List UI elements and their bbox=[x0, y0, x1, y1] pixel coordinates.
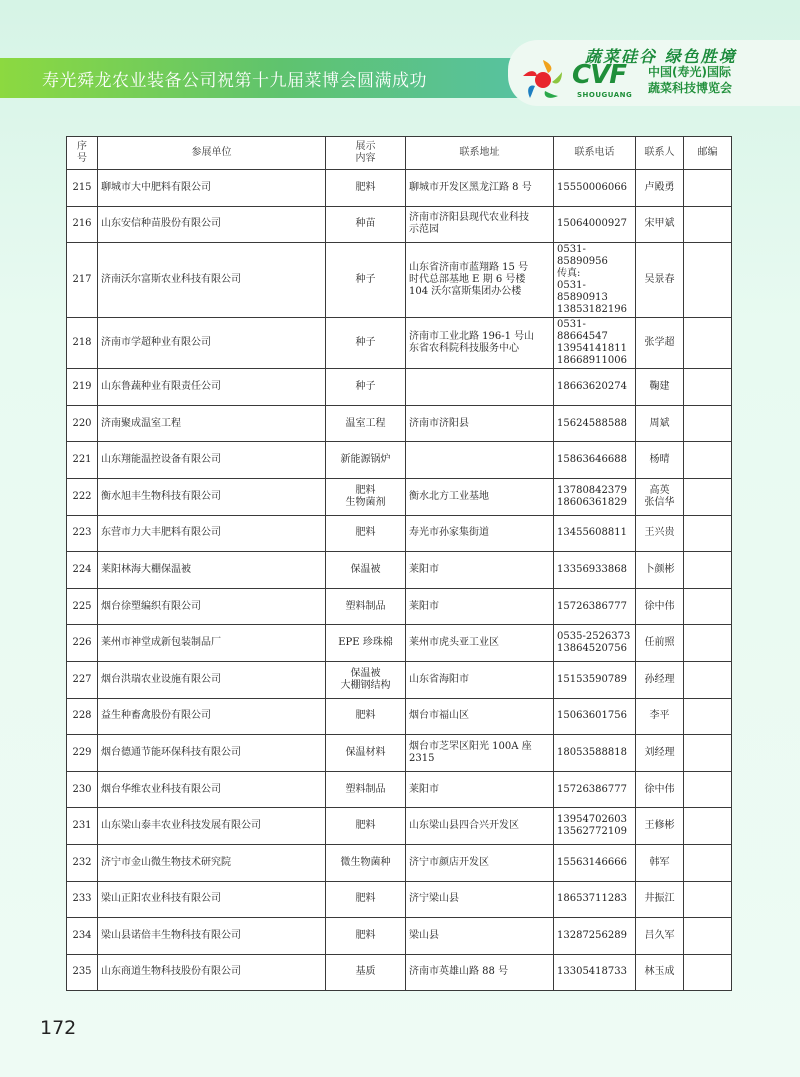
cell-address-line: 莱州市虎头亚工业区 bbox=[409, 637, 499, 649]
cell-no: 226 bbox=[67, 625, 98, 662]
cell-contact bbox=[636, 735, 684, 772]
cell-phone-line: 18606361829 bbox=[557, 496, 627, 508]
cell-phone-line: 18668911006 bbox=[557, 355, 627, 367]
cell-phone bbox=[554, 698, 636, 735]
cell-zip bbox=[684, 206, 732, 243]
cell-type bbox=[326, 881, 406, 918]
cell-contact bbox=[636, 698, 684, 735]
cell-type-line: 生物菌剂 bbox=[345, 496, 386, 508]
cell-address bbox=[406, 918, 554, 955]
cell-phone bbox=[554, 405, 636, 442]
cell-company: 山东梁山泰丰农业科技发展有限公司 bbox=[98, 808, 326, 845]
cell-type bbox=[326, 206, 406, 243]
cell-contact-line: 韩军 bbox=[649, 856, 670, 868]
cell-phone bbox=[554, 588, 636, 625]
table-row bbox=[67, 243, 732, 318]
table-row bbox=[67, 552, 732, 589]
cell-zip bbox=[684, 771, 732, 808]
expo-name-line2: 蔬菜科技博览会 bbox=[648, 81, 733, 95]
cell-type-line: 基质 bbox=[355, 966, 376, 978]
cell-no: 220 bbox=[67, 405, 98, 442]
table-row bbox=[67, 735, 732, 772]
cell-contact bbox=[636, 918, 684, 955]
cell-phone-line: 传真: bbox=[557, 268, 581, 280]
cell-zip bbox=[684, 369, 732, 406]
cell-address-line: 莱阳市 bbox=[409, 563, 439, 575]
cell-phone-line: 15863646688 bbox=[557, 454, 627, 466]
cell-address bbox=[406, 954, 554, 991]
cell-type-line: 塑料制品 bbox=[345, 600, 386, 612]
cell-type-line: EPE 珍珠棉 bbox=[338, 637, 393, 649]
cell-address bbox=[406, 478, 554, 515]
cell-company: 梁山县诺倍丰生物科技有限公司 bbox=[98, 918, 326, 955]
cell-phone-line: 15153590789 bbox=[557, 673, 627, 685]
cell-type-line: 温室工程 bbox=[345, 417, 386, 429]
cell-contact-line: 徐中伟 bbox=[644, 600, 675, 612]
cell-address bbox=[406, 771, 554, 808]
cell-company: 烟台徐塑编织有限公司 bbox=[98, 588, 326, 625]
cell-contact-line: 王兴贵 bbox=[644, 527, 675, 539]
table-body bbox=[67, 170, 732, 991]
cell-phone-line: 15063601756 bbox=[557, 710, 627, 722]
table-row bbox=[67, 881, 732, 918]
cell-contact-line: 刘经理 bbox=[644, 746, 675, 758]
cell-no: 218 bbox=[67, 318, 98, 369]
cell-type bbox=[326, 515, 406, 552]
cell-zip bbox=[684, 515, 732, 552]
cell-zip bbox=[684, 442, 732, 479]
cell-phone-line: 18053588818 bbox=[557, 746, 627, 758]
cell-phone-line: 13356933868 bbox=[557, 563, 627, 575]
cell-address bbox=[406, 625, 554, 662]
cell-company: 莱阳林海大棚保温被 bbox=[98, 552, 326, 589]
cell-phone-line: 18663620274 bbox=[557, 380, 627, 392]
cell-zip bbox=[684, 625, 732, 662]
cell-contact bbox=[636, 442, 684, 479]
cell-company: 济宁市金山微生物技术研究院 bbox=[98, 844, 326, 881]
cell-address-line: 济南市工业北路 196-1 号山 bbox=[409, 331, 535, 343]
cell-type-line: 种子 bbox=[355, 337, 376, 349]
col-header-address: 联系地址 bbox=[406, 137, 554, 170]
cell-contact bbox=[636, 588, 684, 625]
cell-type bbox=[326, 318, 406, 369]
table-row bbox=[67, 918, 732, 955]
cell-contact-line: 张信华 bbox=[644, 496, 675, 508]
table-row bbox=[67, 844, 732, 881]
banner-title: 寿光舜龙农业装备公司祝第十九届菜博会圆满成功 bbox=[42, 71, 427, 91]
cell-phone-line: 13305418733 bbox=[557, 966, 627, 978]
cell-contact bbox=[636, 405, 684, 442]
cell-contact-line: 鞠建 bbox=[649, 380, 670, 392]
cell-contact bbox=[636, 552, 684, 589]
cell-address-line: 济南市英雄山路 88 号 bbox=[409, 966, 509, 978]
cell-contact-line: 孙经理 bbox=[644, 673, 675, 685]
table-row bbox=[67, 442, 732, 479]
cell-phone-line: 18653711283 bbox=[557, 893, 627, 905]
cell-address-line: 时代总部基地 E 期 6 号楼 bbox=[409, 274, 526, 286]
cell-no: 221 bbox=[67, 442, 98, 479]
cell-phone bbox=[554, 243, 636, 318]
cell-phone-line: 13954141811 bbox=[557, 343, 627, 355]
cell-contact-line: 周斌 bbox=[649, 417, 670, 429]
cell-company: 烟台德通节能环保科技有限公司 bbox=[98, 735, 326, 772]
cell-no: 234 bbox=[67, 918, 98, 955]
cell-company: 山东安信种苗股份有限公司 bbox=[98, 206, 326, 243]
cell-contact-line: 卜颜彬 bbox=[644, 563, 675, 575]
cell-company: 聊城市大中肥料有限公司 bbox=[98, 170, 326, 207]
cell-contact-line: 张学超 bbox=[644, 337, 675, 349]
cell-address bbox=[406, 206, 554, 243]
cell-phone-line: 13780842379 bbox=[557, 484, 627, 496]
table-row bbox=[67, 318, 732, 369]
cell-type bbox=[326, 808, 406, 845]
cell-address-line: 衡水北方工业基地 bbox=[409, 490, 489, 502]
cell-company: 山东鲁蔬种业有限责任公司 bbox=[98, 369, 326, 406]
cell-type-line: 种苗 bbox=[355, 218, 376, 230]
table-row bbox=[67, 405, 732, 442]
cell-phone bbox=[554, 369, 636, 406]
cell-address-line: 山东省海阳市 bbox=[409, 673, 469, 685]
cell-zip bbox=[684, 661, 732, 698]
page-number: 172 bbox=[40, 1017, 77, 1039]
cell-phone-line: 0531-85890913 bbox=[557, 280, 608, 304]
cell-address-line: 济南市济阳县现代农业科技 bbox=[409, 212, 529, 224]
cell-contact-line: 任前照 bbox=[644, 637, 675, 649]
cell-contact-line: 井振江 bbox=[644, 893, 675, 905]
cell-type bbox=[326, 442, 406, 479]
cell-address bbox=[406, 405, 554, 442]
table-row bbox=[67, 478, 732, 515]
cell-phone bbox=[554, 170, 636, 207]
cell-no: 222 bbox=[67, 478, 98, 515]
cell-company: 益生种畜禽股份有限公司 bbox=[98, 698, 326, 735]
expo-name bbox=[648, 64, 798, 96]
cell-contact-line: 徐中伟 bbox=[644, 783, 675, 795]
slogan: 蔬菜硅谷 绿色胜境 bbox=[585, 47, 737, 66]
cell-phone bbox=[554, 954, 636, 991]
col-header-company: 参展单位 bbox=[98, 137, 326, 170]
col-header-contact: 联系人 bbox=[636, 137, 684, 170]
cell-contact-line: 李平 bbox=[649, 710, 670, 722]
cell-contact bbox=[636, 625, 684, 662]
cell-address-line: 山东省济南市蓝翔路 15 号 bbox=[409, 262, 529, 274]
cell-company: 烟台洪瑞农业设施有限公司 bbox=[98, 661, 326, 698]
table-row bbox=[67, 661, 732, 698]
cell-company: 莱州市神堂成新包装制品厂 bbox=[98, 625, 326, 662]
cell-no: 215 bbox=[67, 170, 98, 207]
cell-address-line: 2315 bbox=[409, 752, 435, 764]
cell-type bbox=[326, 588, 406, 625]
cell-type bbox=[326, 405, 406, 442]
cell-no: 233 bbox=[67, 881, 98, 918]
cell-phone-line: 15550006066 bbox=[557, 181, 627, 193]
cell-type bbox=[326, 478, 406, 515]
table-row bbox=[67, 369, 732, 406]
cell-zip bbox=[684, 954, 732, 991]
cell-type bbox=[326, 661, 406, 698]
cell-address bbox=[406, 588, 554, 625]
cell-address bbox=[406, 661, 554, 698]
cell-phone bbox=[554, 735, 636, 772]
cell-address bbox=[406, 844, 554, 881]
cell-address bbox=[406, 515, 554, 552]
cell-address bbox=[406, 369, 554, 406]
cell-contact-line: 高英 bbox=[649, 484, 670, 496]
cell-phone bbox=[554, 661, 636, 698]
cell-address-line: 莱阳市 bbox=[409, 600, 439, 612]
cell-address bbox=[406, 881, 554, 918]
cell-contact bbox=[636, 808, 684, 845]
cell-company: 梁山正阳农业科技有限公司 bbox=[98, 881, 326, 918]
cell-type-line: 新能源锅炉 bbox=[340, 454, 391, 466]
cell-type-line: 塑料制品 bbox=[345, 783, 386, 795]
cell-contact bbox=[636, 881, 684, 918]
logo-subtext: SHOUGUANG bbox=[577, 91, 633, 99]
cell-type bbox=[326, 243, 406, 318]
cell-address bbox=[406, 170, 554, 207]
cell-type-line: 肥料 bbox=[355, 484, 376, 496]
cell-address-line: 济宁市颜店开发区 bbox=[409, 856, 489, 868]
cell-zip bbox=[684, 478, 732, 515]
cell-type bbox=[326, 954, 406, 991]
cell-type-line: 种子 bbox=[355, 274, 376, 286]
cell-type bbox=[326, 170, 406, 207]
cell-no: 224 bbox=[67, 552, 98, 589]
cell-address-line: 东省农科院科技服务中心 bbox=[409, 343, 519, 355]
cell-type-line: 保温材料 bbox=[345, 746, 386, 758]
cell-contact-line: 吴景春 bbox=[644, 274, 675, 286]
cell-address-line: 聊城市开发区黑龙江路 8 号 bbox=[409, 181, 532, 193]
cell-company: 衡水旭丰生物科技有限公司 bbox=[98, 478, 326, 515]
logo-cvf-wordmark: CVF bbox=[572, 60, 626, 90]
cell-phone-line: 13287256289 bbox=[557, 929, 627, 941]
exhibitor-table-container bbox=[66, 136, 731, 991]
cell-zip bbox=[684, 243, 732, 318]
cell-address bbox=[406, 808, 554, 845]
cell-contact-line: 林玉成 bbox=[644, 966, 675, 978]
cell-phone-line: 15726386777 bbox=[557, 600, 627, 612]
col-header-phone: 联系电话 bbox=[554, 137, 636, 170]
cell-type bbox=[326, 735, 406, 772]
cell-type-line: 种子 bbox=[355, 380, 376, 392]
cell-type-line: 微生物菌种 bbox=[340, 856, 391, 868]
cell-type bbox=[326, 698, 406, 735]
cell-address bbox=[406, 552, 554, 589]
cell-address-line: 莱阳市 bbox=[409, 783, 439, 795]
cell-type-line: 肥料 bbox=[355, 710, 376, 722]
cell-phone-line: 13853182196 bbox=[557, 304, 627, 316]
cell-address-line: 烟台市芝罘区阳光 100A 座 bbox=[409, 740, 532, 752]
cell-type bbox=[326, 771, 406, 808]
cell-phone-line: 15563146666 bbox=[557, 856, 627, 868]
cell-phone bbox=[554, 881, 636, 918]
cell-zip bbox=[684, 735, 732, 772]
cell-no: 227 bbox=[67, 661, 98, 698]
cell-contact-line: 卢殿勇 bbox=[644, 181, 675, 193]
cell-address bbox=[406, 318, 554, 369]
cell-contact bbox=[636, 369, 684, 406]
cell-no: 225 bbox=[67, 588, 98, 625]
cell-contact-line: 杨晴 bbox=[649, 454, 670, 466]
cell-company: 济南沃尔富斯农业科技有限公司 bbox=[98, 243, 326, 318]
cell-phone bbox=[554, 625, 636, 662]
cell-phone-line: 0535-2526373 bbox=[557, 631, 631, 643]
cell-phone bbox=[554, 515, 636, 552]
cell-phone-line: 15064000927 bbox=[557, 218, 627, 230]
cell-address-line: 104 沃尔富斯集团办公楼 bbox=[409, 286, 522, 298]
cell-address-line: 烟台市福山区 bbox=[409, 710, 469, 722]
cell-no: 217 bbox=[67, 243, 98, 318]
table-row bbox=[67, 206, 732, 243]
table-row bbox=[67, 954, 732, 991]
cell-type-line: 肥料 bbox=[355, 893, 376, 905]
cell-type-line: 保温被 bbox=[350, 667, 381, 679]
cell-address-line: 梁山县 bbox=[409, 929, 439, 941]
cell-phone bbox=[554, 771, 636, 808]
cell-address bbox=[406, 698, 554, 735]
table-row bbox=[67, 771, 732, 808]
cell-company: 济南市学超种业有限公司 bbox=[98, 318, 326, 369]
cell-type bbox=[326, 918, 406, 955]
col-header-zip: 邮编 bbox=[684, 137, 732, 170]
cell-zip bbox=[684, 170, 732, 207]
cell-type bbox=[326, 369, 406, 406]
cell-no: 228 bbox=[67, 698, 98, 735]
cell-contact bbox=[636, 771, 684, 808]
cell-phone-line: 0531-85890956 bbox=[557, 244, 608, 268]
cell-phone-line: 13954702603 bbox=[557, 814, 627, 826]
cell-contact-line: 宋甲斌 bbox=[644, 218, 675, 230]
cell-type-line: 保温被 bbox=[350, 563, 381, 575]
cell-phone bbox=[554, 442, 636, 479]
table-row bbox=[67, 698, 732, 735]
cell-company: 山东商道生物科技股份有限公司 bbox=[98, 954, 326, 991]
cell-contact bbox=[636, 206, 684, 243]
cell-address bbox=[406, 442, 554, 479]
expo-name-line1: 中国(寿光)国际 bbox=[648, 65, 731, 79]
table-row bbox=[67, 170, 732, 207]
cell-phone-line: 0531-88664547 bbox=[557, 319, 608, 343]
cell-contact bbox=[636, 844, 684, 881]
cell-zip bbox=[684, 918, 732, 955]
cell-type bbox=[326, 552, 406, 589]
exhibitor-table bbox=[66, 136, 732, 991]
table-row bbox=[67, 625, 732, 662]
cell-no: 231 bbox=[67, 808, 98, 845]
cell-no: 216 bbox=[67, 206, 98, 243]
cell-zip bbox=[684, 808, 732, 845]
cell-phone-line: 15624588588 bbox=[557, 417, 627, 429]
cell-phone bbox=[554, 552, 636, 589]
cell-phone bbox=[554, 206, 636, 243]
cell-type-line: 肥料 bbox=[355, 527, 376, 539]
cell-contact bbox=[636, 318, 684, 369]
cell-zip bbox=[684, 698, 732, 735]
cell-phone-line: 13455608811 bbox=[557, 527, 627, 539]
table-row bbox=[67, 588, 732, 625]
cell-address bbox=[406, 243, 554, 318]
cell-address-line: 寿光市孙家集街道 bbox=[409, 527, 489, 539]
cell-address-line: 济宁梁山县 bbox=[409, 893, 459, 905]
cell-contact-line: 吕久军 bbox=[644, 929, 675, 941]
cell-type-line: 肥料 bbox=[355, 929, 376, 941]
cell-contact-line: 王修彬 bbox=[644, 820, 675, 832]
cell-contact bbox=[636, 478, 684, 515]
cell-contact bbox=[636, 243, 684, 318]
cell-address-line: 济南市济阳县 bbox=[409, 417, 469, 429]
cell-zip bbox=[684, 844, 732, 881]
cell-address-line: 山东梁山县四合兴开发区 bbox=[409, 820, 519, 832]
cell-contact bbox=[636, 515, 684, 552]
cell-no: 219 bbox=[67, 369, 98, 406]
cell-no: 223 bbox=[67, 515, 98, 552]
cell-no: 229 bbox=[67, 735, 98, 772]
cell-zip bbox=[684, 881, 732, 918]
table-header-row bbox=[67, 137, 732, 170]
cell-type-line: 大棚钢结构 bbox=[340, 679, 391, 691]
cell-zip bbox=[684, 552, 732, 589]
cell-company: 东营市力大丰肥料有限公司 bbox=[98, 515, 326, 552]
cell-address bbox=[406, 735, 554, 772]
cell-zip bbox=[684, 318, 732, 369]
cell-phone bbox=[554, 808, 636, 845]
cell-phone bbox=[554, 318, 636, 369]
table-row bbox=[67, 515, 732, 552]
cell-phone bbox=[554, 478, 636, 515]
cell-contact bbox=[636, 954, 684, 991]
cell-zip bbox=[684, 405, 732, 442]
cell-contact bbox=[636, 661, 684, 698]
cell-zip bbox=[684, 588, 732, 625]
table-row bbox=[67, 808, 732, 845]
cell-no: 230 bbox=[67, 771, 98, 808]
col-header-no: 序 号 bbox=[67, 137, 98, 170]
cell-type-line: 肥料 bbox=[355, 181, 376, 193]
cell-no: 232 bbox=[67, 844, 98, 881]
cell-phone bbox=[554, 844, 636, 881]
cell-type bbox=[326, 625, 406, 662]
cell-contact bbox=[636, 170, 684, 207]
cell-no: 235 bbox=[67, 954, 98, 991]
cell-type bbox=[326, 844, 406, 881]
cell-phone-line: 13562772109 bbox=[557, 826, 627, 838]
cell-company: 山东翔能温控设备有限公司 bbox=[98, 442, 326, 479]
cell-phone-line: 15726386777 bbox=[557, 783, 627, 795]
sun-swirl-logo-icon bbox=[518, 56, 568, 104]
cell-phone bbox=[554, 918, 636, 955]
col-header-type: 展示 内容 bbox=[326, 137, 406, 170]
cell-company: 烟台华维农业科技有限公司 bbox=[98, 771, 326, 808]
cell-phone-line: 13864520756 bbox=[557, 643, 627, 655]
cell-address-line: 示范园 bbox=[409, 224, 439, 236]
cell-company: 济南聚成温室工程 bbox=[98, 405, 326, 442]
cell-type-line: 肥料 bbox=[355, 820, 376, 832]
